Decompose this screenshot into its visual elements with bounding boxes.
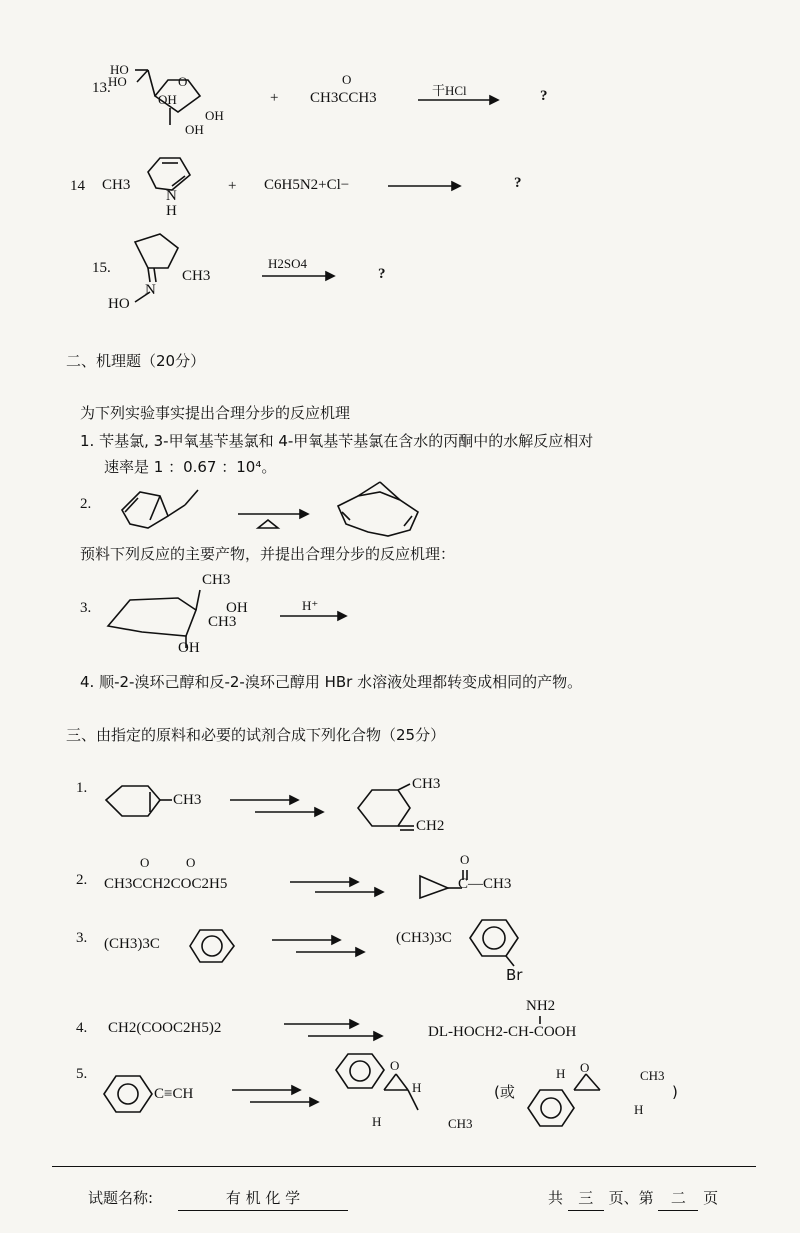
item-14-ch3: CH3 [102,177,131,193]
s3-item5-h1: H [372,1114,382,1129]
s3-item4-start: CH2(COOC2H5)2 [108,1020,222,1036]
footer-title-wrap [178,1186,348,1211]
s3-item5-ch3: CH3 [448,1116,473,1131]
s3-item5-o: O [390,1058,400,1073]
s3-item5-alt-h1: H [556,1066,566,1081]
footer-current-page: 二 [658,1186,698,1211]
epoxide-product-structure [336,1054,418,1110]
item-13-reagent: CH3CCH3 [310,90,377,106]
item-15-condition: H2SO4 [268,256,308,271]
cyclopentanone-oxime-structure [135,234,178,302]
item-15-number: 15. [92,260,111,276]
s3-item3-number: 3. [76,930,88,946]
footer-label: 试题名称: [88,1189,154,1207]
footer-title: 有 机 化 学 [178,1186,348,1211]
footer-pages [548,1186,718,1211]
footer-page-suffix: 页 [703,1189,719,1207]
s3-item5-alt-h2: H [634,1102,644,1117]
s3-item2-start: CH3CCH2COC2H5 [104,876,228,892]
item-14-n: N [166,188,177,204]
methylene-cyclohexane-product [358,784,414,830]
s3-item2-product: C—CH3 [458,876,512,892]
section2-item2-number: 2. [80,496,92,512]
s3-item2-number: 2. [76,872,88,888]
s3-item4-product: DL-HOCH2-CH-COOH [428,1024,577,1040]
s3-item5-start: C≡CH [154,1086,194,1102]
section2-predict: 预料下列反应的主要产物，并提出合理分步的反应机理： [80,545,456,563]
s3-item1-product-ch2: CH2 [416,818,445,834]
s3-item5-number: 5. [76,1066,88,1082]
bicyclic-product [338,482,418,536]
methylcyclohexene-structure [106,786,172,816]
s3-item5-or-close: ) [672,1083,678,1101]
oh-label-2: OH [205,108,224,123]
section2-heading: 二、机理题（20分） [66,352,206,370]
s3-item1-number: 1. [76,780,88,796]
s3-item5-alt-o: O [580,1060,590,1075]
plus-14: + [228,178,237,194]
item-13-product: ? [540,88,548,104]
item3-ch3-top: CH3 [202,572,231,588]
footer-total-pages: 三 [568,1186,604,1211]
item3-oh-right: OH [226,600,248,616]
pyrrole-structure [148,158,190,190]
item-13-condition: 干HCl [432,83,467,98]
item-15-n: N [145,282,156,298]
footer-divider [52,1166,756,1167]
bicyclic-reactant [122,490,198,528]
item-15-product: ? [378,266,386,282]
section2-item3-number: 3. [80,600,92,616]
s3-item2-product-o: O [460,852,470,867]
s3-item1-start: CH3 [173,792,202,808]
item-15-ho: HO [108,296,130,312]
plus-13: + [270,90,279,106]
section2-item1-line2: 速率是 1 ：0.67 ：10⁴。 [104,458,277,476]
item3-condition: H⁺ [302,598,319,613]
s3-item3-start: (CH3)3C [104,936,160,952]
item-15-ch3: CH3 [182,268,211,284]
ho-label-1: HO [110,62,129,77]
s3-item5-alt-ch3: CH3 [640,1068,665,1083]
s3-item2-o2: O [186,855,196,870]
item-14-number: 14 [70,178,85,194]
s3-item1-product-ch3: CH3 [412,776,441,792]
s3-item4-product-nh2: NH2 [526,998,556,1014]
bromo-tert-butylbenzene-structure [470,920,518,966]
ho-label-2: HO [108,74,127,89]
s3-item4-number: 4. [76,1020,88,1036]
item-14-h: H [166,203,177,219]
section2-item4: 4. 顺-2-溴环己醇和反-2-溴环己醇用 HBr 水溶液处理都转变成相同的产物。 [80,673,583,691]
item3-ch3-right: CH3 [208,614,237,630]
oh-label-3: OH [185,122,204,137]
item3-oh-bottom: OH [178,640,200,656]
s3-item2-o1: O [140,855,150,870]
s3-item3-product-br: Br [506,966,523,984]
ring-o-label: O [178,74,188,89]
s3-item3-product-prefix: (CH3)3C [396,930,452,946]
section2-intro: 为下列实验事实提出合理分步的反应机理 [80,404,351,422]
item-14-product: ? [514,175,522,191]
s3-item5-h2: H [412,1080,422,1095]
s3-item5-or-open: (或 [494,1083,515,1101]
item-14-reagent: C6H5N2+Cl− [264,177,350,193]
oh-label-1: OH [158,92,177,107]
carbonyl-o-13: O [342,72,352,87]
section3-heading: 三、由指定的原料和必要的试剂合成下列化合物（25分） [66,726,446,744]
section2-item1-line1: 1. 苄基氯, 3-甲氧基苄基氯和 4-甲氧基苄基氯在含水的丙酮中的水解反应相对 [80,432,594,450]
footer-page-mid: 页、第 [608,1189,654,1207]
tert-butylbenzene-structure [190,930,234,962]
item-13-number: 13. [92,80,111,96]
phenylacetylene-structure [104,1076,152,1112]
footer-total-prefix: 共 [548,1189,564,1207]
